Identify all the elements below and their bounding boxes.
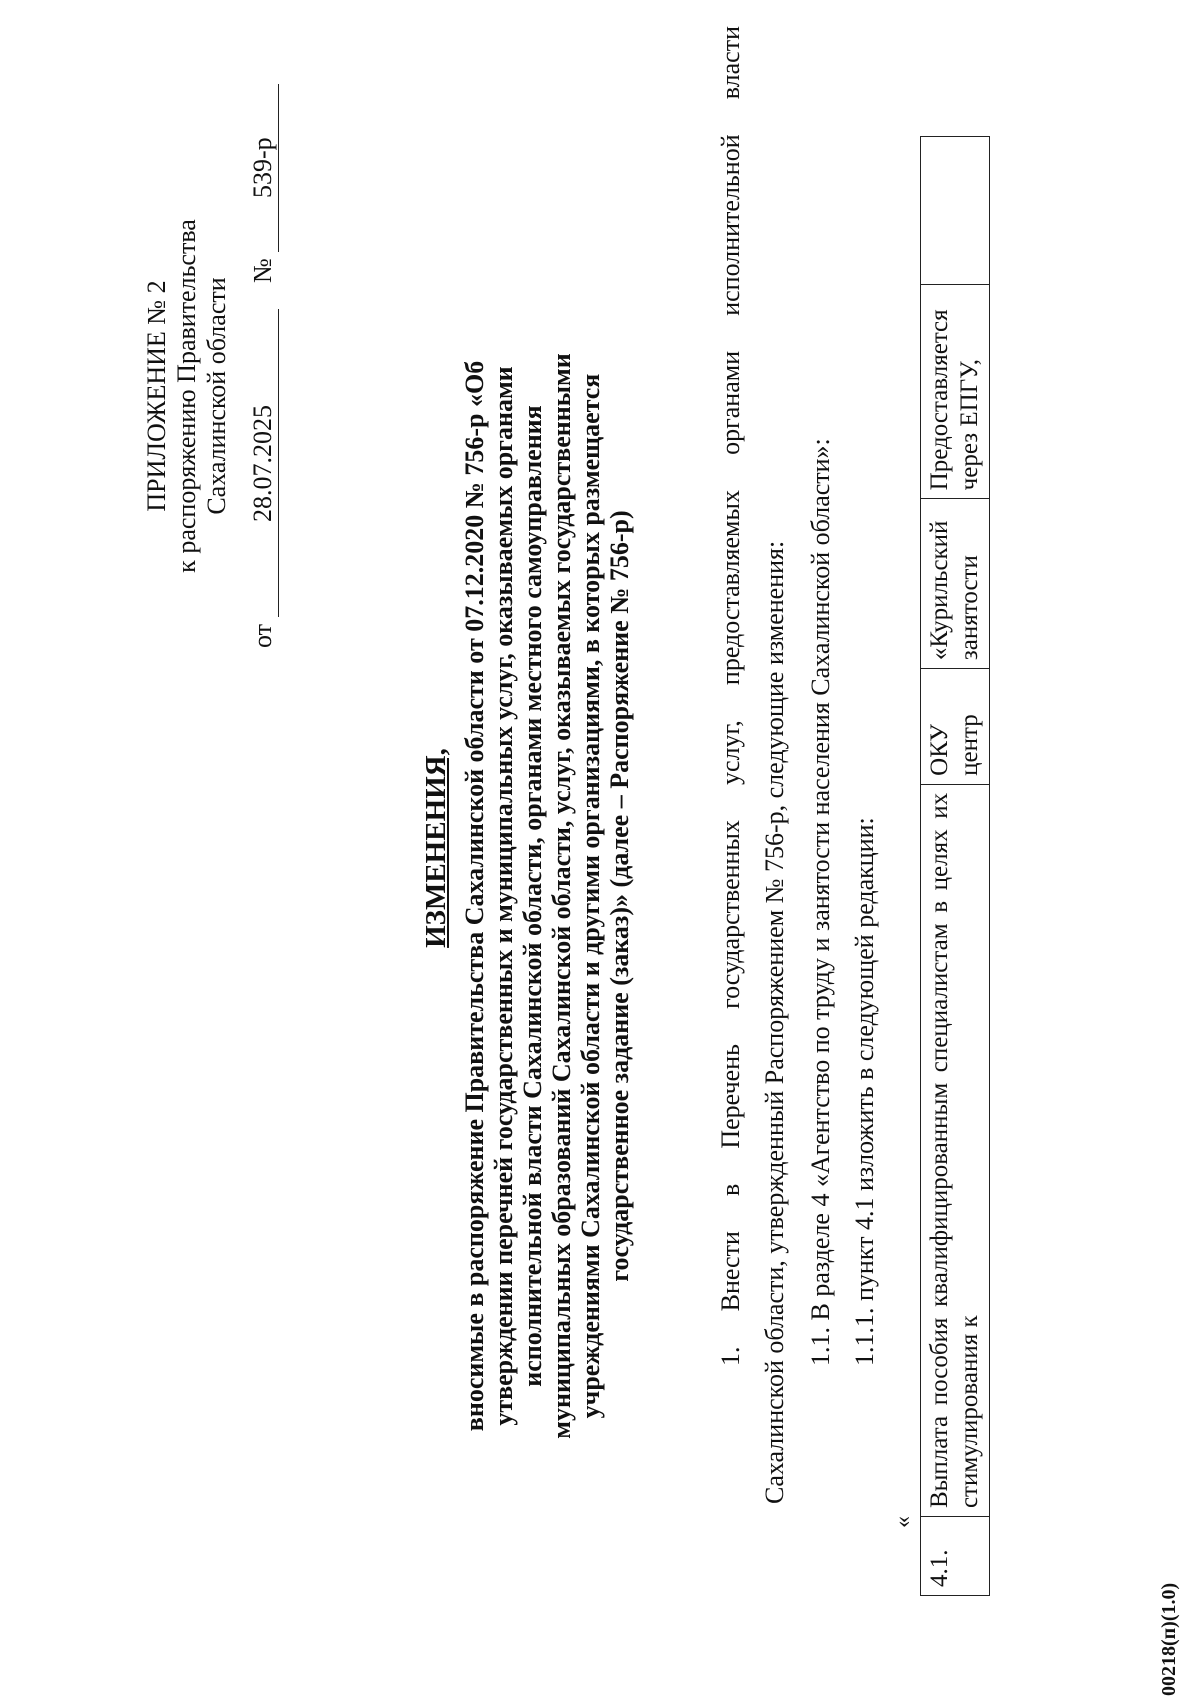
appendix-date-row bbox=[248, 28, 279, 648]
document-number: 539-р bbox=[248, 84, 279, 252]
document-subtitle: вносимые в распоряжение Правительства Сахалинской области от 07.12.2020 № 756-р «Об утверждении перечней государственных и муниципальных услуг, оказываемых органами исполнительной власти Сахалинской области, органами местного самоуправления муниципальных образований Сахалинской области, услуг, оказываемых государственными учреждениями Сахалинской области и другими организациями, в которых размещается государственное задание (заказ)» (далее – Распоряжение № 756-р) bbox=[460, 353, 634, 1439]
unit-cell: «Курильский занятости bbox=[921, 499, 990, 669]
appendix-header bbox=[142, 136, 232, 656]
footer-code: 00218(п)(1.0) bbox=[1158, 1582, 1180, 1696]
paragraph-1: 1. Внести в Перечень государственных услуг, предоставляемых органами исполнительной власти bbox=[716, 26, 745, 1366]
appendix-line-1: к распоряжению Правительства bbox=[172, 219, 201, 573]
service-name-cell: Выплата пособия квалифицированным специалистам в целях их стимулирования к bbox=[921, 784, 990, 1516]
paragraph-1-continued: Сахалинской области, утвержденный Распоряжением № 756-р, следующие изменения: bbox=[760, 540, 789, 1504]
number-label: № bbox=[248, 258, 277, 283]
note-cell: Предоставляется через ЕПГУ, bbox=[921, 285, 990, 499]
appendix-title: ПРИЛОЖЕНИЕ № 2 bbox=[142, 280, 171, 512]
document-title: ИЗМЕНЕНИЯ, bbox=[420, 748, 452, 948]
changes-table bbox=[920, 136, 990, 1596]
opening-quote: « bbox=[890, 1516, 916, 1528]
organization-cell: ОКУ центр bbox=[921, 669, 990, 785]
paragraph-1-1-1: 1.1.1. пункт 4.1 изложить в следующей редакции: bbox=[850, 817, 879, 1366]
document-date: 28.07.2025 bbox=[248, 309, 279, 617]
table-row bbox=[921, 137, 990, 1596]
row-number-cell: 4.1. bbox=[921, 1517, 990, 1596]
paragraph-1-1: 1.1. В разделе 4 «Агентство по труду и занятости населения Сахалинской области»: bbox=[806, 438, 835, 1366]
appendix-line-2: Сахалинской области bbox=[202, 277, 231, 515]
from-label: от bbox=[248, 623, 277, 648]
empty-cell bbox=[921, 137, 990, 285]
